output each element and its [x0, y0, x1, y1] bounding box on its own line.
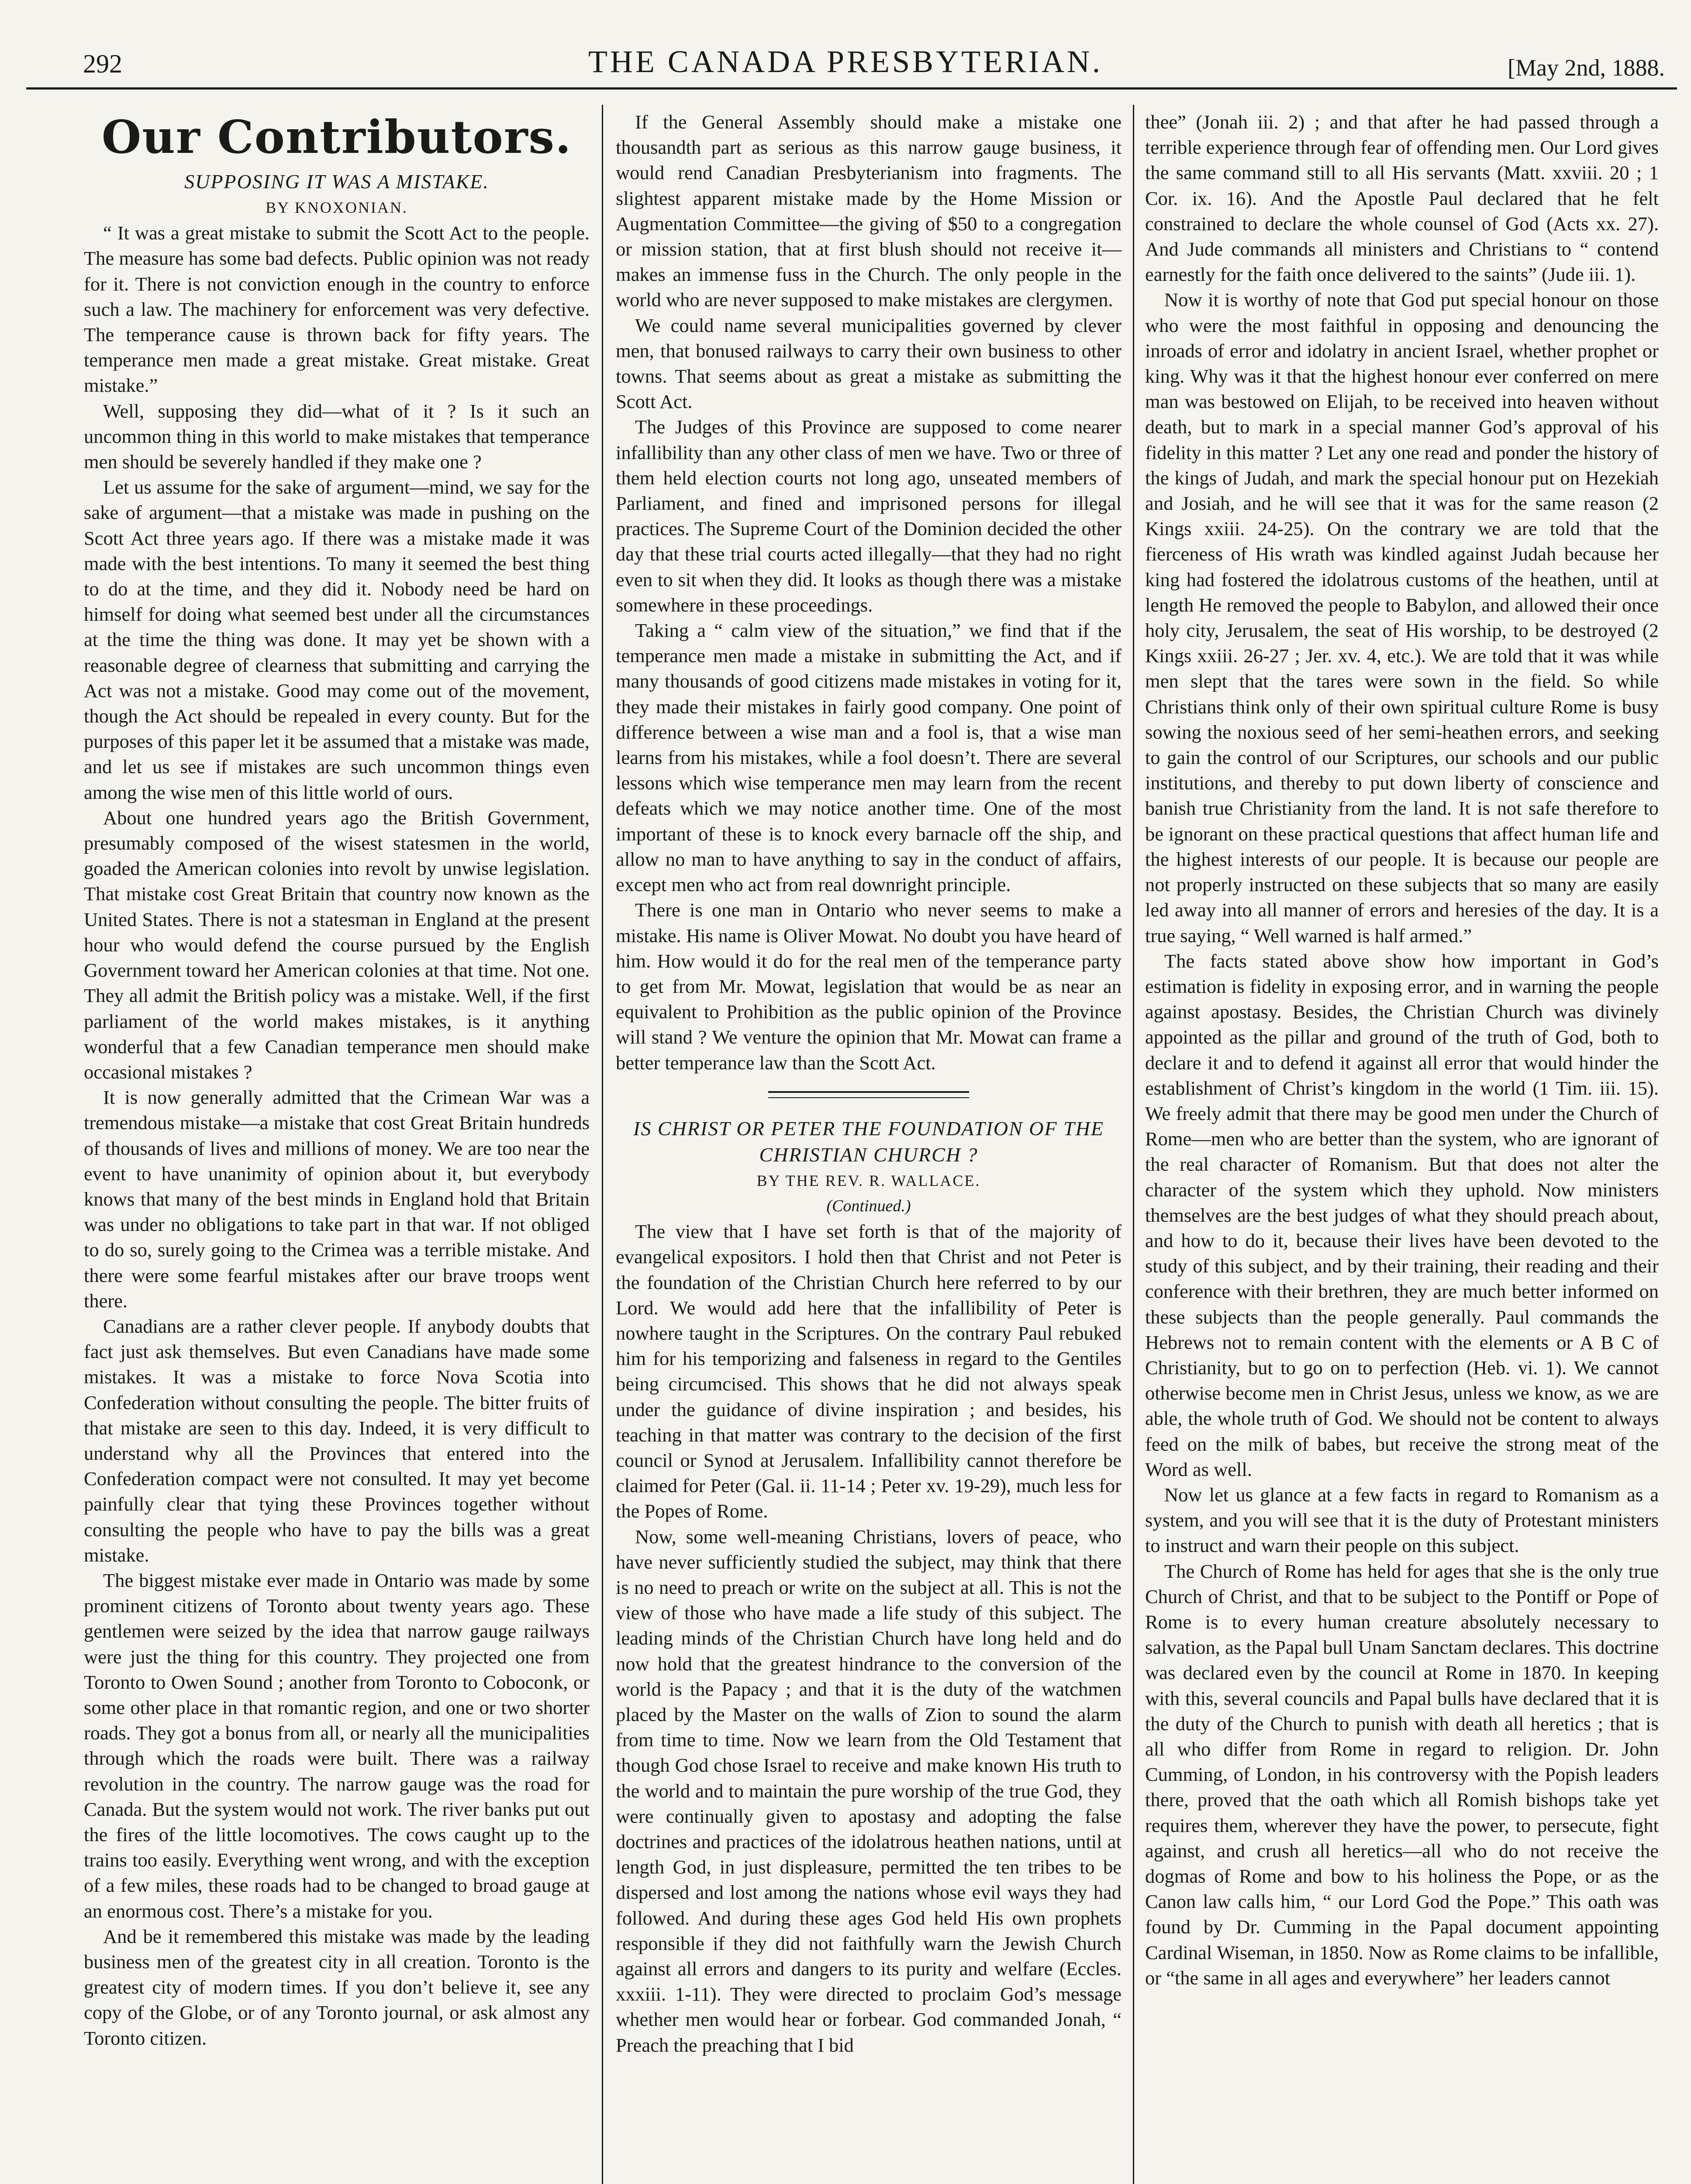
paragraph: The facts stated above show how important in God’s estimation is fidelity in exposing error, and in warning the people against apostasy. Besides, the Christian Church was divinely appointed as the pillar and ground of the truth of God, both to declare it and to defend it against all error that would hinder the establishment of Christ’s kingdom in the world (1 Tim. iii. 15). We freely admit that there may be good men under the Church of Rome—men who are better than the system, who are ignorant of the real character of Romanism. But that does not alter the character of the system which they uphold. Now ministers themselves are the best judges of what they should preach about, and how to do it, because their lives have been devoted to the study of this subject, and by their training, their reading and their conference with their brethren, they are much better informed on these subjects than the people generally. Paul commands the Hebrews not to remain content with the elements or A B C of Christianity, but to go on to perfection (Heb. vi. 1). We cannot otherwise become men in Christ Jesus, unless we know, as we are able, the whole truth of God. We should not be content to always feed on the milk of babes, but receive the strong meat of the Word as well.	[1145, 950, 1659, 1480]
column-rule-2	[1133, 105, 1134, 2184]
header-rule	[26, 87, 1677, 90]
paragraph: Well, supposing they did—what of it ? Is it such an uncommon thing in this world to make mistakes that temperance men should be severely handled if they make one ?	[84, 400, 590, 473]
article-byline: BY THE REV. R. WALLACE.	[756, 1171, 981, 1189]
paragraph: The view that I have set forth is that of the majority of evangelical expositors. I hold then that Christ and not Peter is the foundation of the Christian Church here referred to by our Lord. We would add here that the infallibility of Peter is nowhere taught in the Scriptures. On the contrary Paul rebuked him for his temporizing and falseness in regard to the Gentiles being circumcised. This shows that he did not always speak under the guidance of divine inspiration ; and besides, his teaching in that matter was contrary to the decision of the first council or Synod at Jerusalem. Infallibility cannot therefore be claimed for Peter (Gal. ii. 11-14 ; Peter xv. 19-29), much less for the Popes of Rome.	[616, 1220, 1122, 1522]
article-title: SUPPOSING IT WAS A MISTAKE.	[184, 170, 489, 193]
paragraph: Let us assume for the sake of argument—mind, we say for the sake of argument—that a mistake was made in pushing on the Scott Act three years ago. If there was a mistake made it was made with the best intentions. To many it seemed the best thing to do at the time, and they did it. Nobody need be hard on himself for doing what seemed best under all the circumstances at the time the thing was done. It may yet be shown with a reasonable degree of clearness that submitting and carrying the Act was not a mistake. Good may come out of the movement, though the Act should be repealed in every county. But for the purposes of this paper let it be assumed that a mistake was made, and let us see if mistakes are such uncommon things even among the wise men of this little world of ours.	[84, 476, 590, 803]
paragraph: thee” (Jonah iii. 2) ; and that after he had passed through a terrible experience through fear of offending men. Our Lord gives the same command still to all His servants (Matt. xxviii. 20 ; 1 Cor. ix. 16). And the Apostle Paul declared that he felt constrained to declare the whole counsel of God (Acts xx. 27). And Jude commands all ministers and Christians to “ contend earnestly for the faith once delivered to the saints” (Jude iii. 1).	[1145, 111, 1659, 286]
paragraph: If the General Assembly should make a mistake one thousandth part as serious as this narrow gauge business, it would rend Canadian Presbyterianism into fragments. The slightest apparent mistake made by the Home Mission or Augmentation Committee—the giving of $50 to a congregation or mission station, that at first blush should not receive it—makes an immense fuss in the Church. The only people in the world who are never supposed to make mistakes are clergymen.	[616, 111, 1122, 311]
article-byline: BY KNOXONIAN.	[266, 199, 408, 216]
paragraph: It is now generally admitted that the Crimean War was a tremendous mistake—a mistake that cost Great Britain hundreds of thousands of lives and millions of money. We are too near the event to have unanimity of opinion about it, but everybody knows that many of the best minds in England hold that Britain was under no obligations to take part in that war. If not obliged to do so, surely going to the Crimea was a terrible mistake. And there were some fearful mistakes after our brave troops went there.	[84, 1086, 590, 1312]
paragraph: We could name several municipalities governed by clever men, that bonused railways to carry their own business to other towns. That seems about as great a mistake as submitting the Scott Act.	[616, 314, 1122, 413]
column-3	[1145, 109, 1659, 1990]
paragraph: The biggest mistake ever made in Ontario was made by some prominent citizens of Toronto about twenty years ago. These gentlemen were seized by the idea that narrow gauge railways were just the thing for this country. They projected one from Toronto to Owen Sound ; another from Toronto to Coboconk, or some other place in that romantic region, and one or two shorter roads. They got a bonus from all, or nearly all the municipalities through which the roads were built. There was a railway revolution in the country. The narrow gauge was the road for Canada. But the system would not work. The river banks put out the fires of the little locomotives. The cows caught up to the trains too easily. Everything went wrong, and with the exception of a few miles, these roads had to be changed to broad gauge at an enormous cost. There’s a mistake for you.	[84, 1569, 590, 1922]
paragraph: There is one man in Ontario who never seems to make a mistake. His name is Oliver Mowat. No doubt you have heard of him. How would it do for the real men of the temperance party to get from Mr. Mowat, legislation that would be as near an equivalent to Prohibition as the public opinion of the Province will stand ? We venture the opinion that Mr. Mowat can frame a better temperance law than the Scott Act.	[616, 899, 1122, 1074]
paragraph: Taking a “ calm view of the situation,” we find that if the temperance men made a mistake in submitting the Act, and if many thousands of good citizens made mistakes in voting for it, they made their mistakes in fairly good company. One point of difference between a wise man and a fool is, that a wise man learns from his mistakes, while a fool doesn’t. There are several lessons which wise temperance men may learn from the recent defeats which we may notice another time. One of the most important of these is to knock every barnacle off the ship, and allow no man to have anything to say in the conduct of affairs, except men who act from real downright principle.	[616, 619, 1122, 896]
continued-note: (Continued.)	[826, 1196, 911, 1215]
issue-date: [May 2nd, 1888.	[1508, 55, 1665, 81]
paragraph: Now, some well-meaning Christians, lovers of peace, who have never sufficiently studied the subject, may think that there is no need to preach or write on the subject at all. This is not the view of those who have made a life study of this subject. The leading minds of the Christian Church have long held and do now hold that the greatest hindrance to the conversion of the world is the Papacy ; and that it is the duty of the watchmen placed by the Master on the walls of Zion to sound the alarm from time to time. Now we learn from the Old Testament that though God chose Israel to receive and make known His truth to the world and to maintain the pure worship of the true God, they were continually given to apostasy and adopting the false doctrines and practices of the idolatrous heathen nations, until at length God, in just displeasure, permitted the ten tribes to be dispersed and lost among the nations whose evil ways they had followed. And during these ages God held His own prophets responsible if they did not faithfully warn the Jewish Church against all errors and dangers to its purity and welfare (Eccles. xxxiii. 1-11). They were directed to proclaim God’s message whether men would hear or forbear. God commanded Jonah, “ Preach the preaching that I bid	[616, 1525, 1122, 2056]
section-title: Our Contributors.	[101, 110, 572, 164]
paragraph: Canadians are a rather clever people. If anybody doubts that fact just ask themselves. But even Canadians have made some mistakes. It was a mistake to force Nova Scotia into Confederation without consulting the people. The bitter fruits of that mistake are seen to this day. Indeed, it is very difficult to understand why all the Provinces that entered into the Confederation compact were not consulted. It may yet become painfully clear that tying these Provinces together without consulting the people who have to pay the bills was a great mistake.	[84, 1315, 590, 1566]
paragraph: The Church of Rome has held for ages that she is the only true Church of Christ, and that to be subject to the Pontiff or Pope of Rome is to every human creature absolutely necessary to salvation, as the Papal bull Unam Sanctam declares. This doctrine was declared even by the council at Rome in 1870. In keeping with this, several councils and Papal bulls have declared that it is the duty of the Church to punish with death all heretics ; that is all who differ from Rome in regard to religion. Dr. John Cumming, of London, in his controversy with the Popish leaders there, proved that the oath which all Romish bishops take yet requires them, wherever they have the power, to persecute, fight against, and crush all heretics—all who do not receive the dogmas of Rome and bow to his holiness the Pope, or as the Canon law calls him, “ our Lord God the Pope.” This oath was found by Dr. Cumming in the Papal document appointing Cardinal Wiseman, in 1850. Now as Rome claims to be infallible, or “the same in all ages and everywhere” her leaders cannot	[1145, 1560, 1659, 1989]
page-number: 292	[83, 49, 122, 78]
column-1	[84, 109, 590, 2051]
paragraph: Now let us glance at a few facts in regard to Romanism as a system, and you will see that it is the duty of Protestant ministers to instruct and warn their people on this subject.	[1145, 1483, 1659, 1557]
paragraph: “ It was a great mistake to submit the Scott Act to the people. The measure has some bad defects. Public opinion was not ready for it. There is not conviction enough in the country to enforce such a law. The machinery for enforcement was very defective. The temperance cause is thrown back for fifty years. The temperance men made a great mistake. Great mistake. Great mistake.”	[84, 222, 590, 397]
masthead-title: THE CANADA PRESBYTERIAN.	[588, 44, 1103, 79]
article-title: IS CHRIST OR PETER THE FOUNDATION OF THE CHRISTIAN CHURCH ?	[633, 1117, 1104, 1166]
column-rule-1	[602, 105, 603, 2184]
article-divider	[768, 1091, 969, 1098]
paragraph: About one hundred years ago the British Government, presumably composed of the wisest statesmen in the world, goaded the American colonies into revolt by unwise legislation. That mistake cost Great Britain that country now known as the United States. There is not a statesman in England at the present hour who would defend the course pursued by the English Government toward her American colonies at that time. Not one. They all admit the British policy was a mistake. Well, if the first parliament of the world makes mistakes, is it anything wonderful that a few Canadian temperance men should make occasional mistakes ?	[84, 806, 590, 1083]
paragraph: And be it remembered this mistake was made by the leading business men of the greatest city in all creation. Toronto is the greatest city of modern times. If you don’t believe it, see any copy of the Globe, or of any Toronto journal, or ask almost any Toronto citizen.	[84, 1925, 590, 2049]
paragraph: Now it is worthy of note that God put special honour on those who were the most faithful in opposing and denouncing the inroads of error and idolatry in ancient Israel, whether prophet or king. Why was it that the highest honour ever conferred on mere man was bestowed on Elijah, to be received into heaven without death, but to mark in a special manner God’s approval of his fidelity in this matter ? Let any one read and ponder the history of the kings of Judah, and mark the special honour put on Hezekiah and Josiah, and he will see that it was for the same reason (2 Kings xxiii. 24-25). On the contrary we are told that the fierceness of His wrath was kindled against Judah because her king had fostered the idolatrous customs of the heathen, until at length He removed the people to Babylon, and allowed their once holy city, Jerusalem, the seat of His worship, to be destroyed (2 Kings xxiii. 26-27 ; Jer. xv. 4, etc.). We are told that it was while men slept that the tares were sown in the field. So while Christians think only of their own spiritual culture Rome is busy sowing the noxious seed of her semi-heathen errors, and seeking to gain the control of our Scriptures, our schools and our public institutions, and thereby to put down liberty of conscience and banish true Christianity from the land. It is not safe therefore to be ignorant on these practical questions that affect human life and the highest interests of our people. It is because our people are not properly instructed on these subjects that so many are easily led away into all manner of errors and heresies of the day. It is a true saying, “ Well warned is half armed.”	[1145, 289, 1659, 947]
paragraph: The Judges of this Province are supposed to come nearer infallibility than any other class of men we have. Two or three of them held election courts not long ago, unseated members of Parliament, and fined and imprisoned persons for illegal practices. The Supreme Court of the Dominion decided the other day that these trial courts acted illegally—that they had no right even to sit when they did. It looks as though there was a mistake somewhere in these proceedings.	[616, 416, 1122, 616]
column-2	[616, 109, 1122, 2058]
